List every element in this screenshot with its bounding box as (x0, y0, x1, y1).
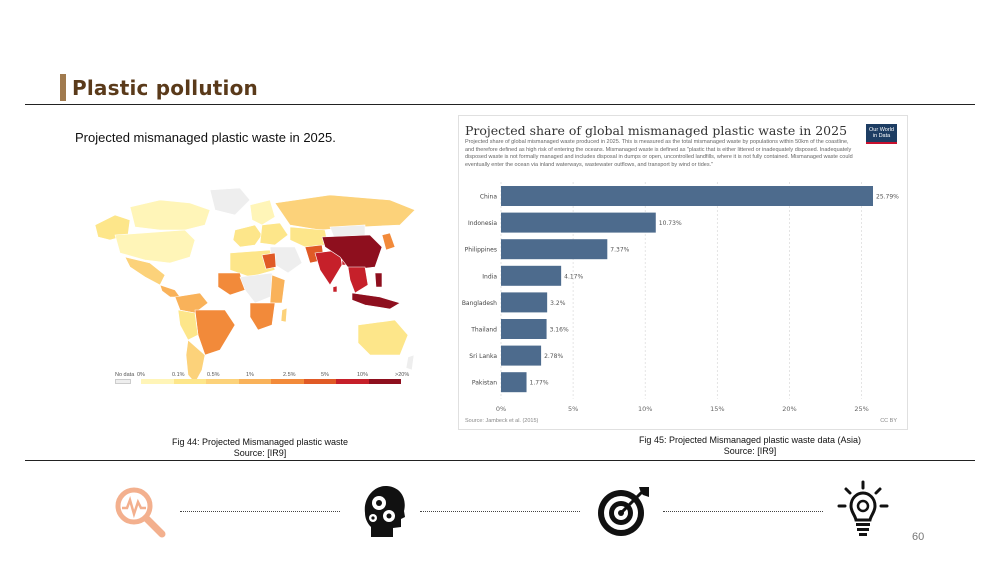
value-label: 10.73% (658, 220, 682, 228)
legend-swatch (304, 379, 337, 384)
map-region-eastern-europe (260, 223, 288, 245)
analysis-icon (112, 484, 168, 540)
fig44-caption-line1: Fig 44: Projected Mismanaged plastic waste (171, 437, 349, 447)
map-region-canada (130, 200, 210, 230)
map-region-central-america (160, 285, 180, 297)
bar-philippines (501, 239, 607, 259)
legend-label: 5% (321, 372, 329, 378)
map-region-western-europe (233, 225, 262, 247)
map-region-korea-japan (382, 233, 395, 250)
map-region-east-africa (270, 275, 285, 303)
category-label: Bangladesh (461, 299, 497, 307)
chart-license: CC BY (880, 418, 897, 424)
category-label: Philippines (464, 246, 497, 254)
chart-title: Projected share of global mismanaged plastic waste in 2025 (465, 123, 848, 138)
map-region-scandinavia (250, 200, 275, 225)
map-region-greenland (210, 188, 250, 215)
chart-source: Source: Jambeck et al. (2015) (465, 418, 539, 424)
legend-label: >20% (395, 372, 410, 378)
category-label: Pakistan (471, 379, 497, 387)
legend-swatch-no-data (115, 379, 131, 384)
map-region-peru-bolivia (178, 310, 198, 340)
map-region-philippines (375, 273, 382, 287)
connector-dots-1 (180, 511, 340, 512)
owid-logo-line2: in Data (872, 133, 891, 139)
owid-logo-line1: Our World (869, 127, 894, 133)
value-label: 3.16% (549, 326, 569, 334)
legend-swatch (369, 379, 402, 384)
map-legend (115, 372, 415, 392)
legend-label: 1% (246, 372, 254, 378)
value-label: 25.79% (876, 193, 899, 201)
bar-sri-lanka (501, 346, 541, 366)
fig45-caption-line2: Source: [IR9] (723, 446, 777, 456)
x-tick-label: 0% (495, 404, 507, 413)
legend-swatch (336, 379, 369, 384)
map-region-west-africa (218, 273, 245, 295)
map-region-brazil (195, 310, 235, 355)
x-tick-label: 15% (710, 404, 725, 413)
category-label: Thailand (471, 326, 497, 334)
connector-dots-3 (663, 511, 823, 512)
connector-dots-2 (420, 511, 580, 512)
map-region-indonesia (352, 293, 400, 309)
map-heading: Projected mismanaged plastic waste in 2025. (75, 130, 336, 145)
legend-swatch (239, 379, 272, 384)
x-tick-label: 25% (854, 404, 869, 413)
value-label: 7.37% (610, 246, 630, 254)
world-map (90, 185, 420, 385)
fig45-caption (600, 435, 900, 457)
legend-swatch (141, 379, 174, 384)
lightbulb-gear-icon (836, 480, 890, 540)
map-region-russia (275, 195, 415, 230)
bar-indonesia (501, 213, 656, 233)
x-tick-label: 10% (638, 404, 653, 413)
fig44-caption (140, 437, 380, 459)
value-label: 3.2% (550, 299, 566, 307)
page-number: 60 (912, 531, 925, 543)
legend-swatch (271, 379, 304, 384)
chart-subtitle: Projected share of global mismanaged waste produced in 2025. This is measured as the total mismanaged waste by populations within 50km of the coastline, and therefore defined as high risk of entering the oceans. Mismanaged waste is defined as "plastic that is either littered or inadequately disposed. Inadequately disposed waste is not formally managed and includes disposal in dumps or open, uncontrolled landfills, where it is not fully contained. Mismanaged waste could eventually enter the ocean via inland waterways, wastewater outflows, and transport by wind or tides." (465, 139, 853, 168)
x-tick-label: 20% (782, 404, 797, 413)
fig45-caption-line1: Fig 45: Projected Mismanaged plastic waste data (Asia) (638, 435, 862, 445)
map-region-madagascar (281, 308, 287, 322)
category-label: Indonesia (467, 220, 497, 228)
map-region-australia (358, 320, 408, 355)
legend-label: 2.5% (283, 372, 296, 378)
bar-china (501, 186, 873, 206)
fig44-caption-line2: Source: [IR9] (233, 448, 287, 458)
legend-swatch (206, 379, 239, 384)
target-icon (595, 485, 651, 539)
value-label: 1.77% (529, 379, 549, 387)
map-region-new-zealand (406, 355, 414, 370)
bar-chart (459, 116, 909, 431)
value-label: 4.17% (564, 273, 584, 281)
bar-chart-panel (458, 115, 908, 430)
bar-thailand (501, 319, 547, 339)
bar-india (501, 266, 561, 286)
legend-label: 10% (357, 372, 369, 378)
x-tick-label: 5% (567, 404, 579, 413)
map-region-sri-lanka (333, 286, 337, 292)
category-label: India (482, 273, 497, 281)
legend-swatch (174, 379, 207, 384)
map-region-central-africa (240, 273, 275, 303)
legend-label: 0.1% (172, 372, 185, 378)
bar-bangladesh (501, 292, 547, 312)
value-label: 2.78% (544, 353, 564, 361)
map-region-southern-africa (250, 303, 275, 330)
legend-label: 0.5% (207, 372, 220, 378)
bottom-divider (25, 460, 975, 461)
legend-label: 0% (137, 372, 145, 378)
bar-pakistan (501, 372, 527, 392)
title-accent-bar (60, 74, 66, 101)
top-divider (25, 104, 975, 105)
map-region-indochina (348, 267, 368, 293)
legend-label: No data (115, 372, 135, 378)
category-label: China (479, 193, 497, 201)
category-label: Sri Lanka (469, 353, 497, 361)
page-title: Plastic pollution (72, 76, 258, 100)
head-gears-icon (357, 483, 409, 539)
